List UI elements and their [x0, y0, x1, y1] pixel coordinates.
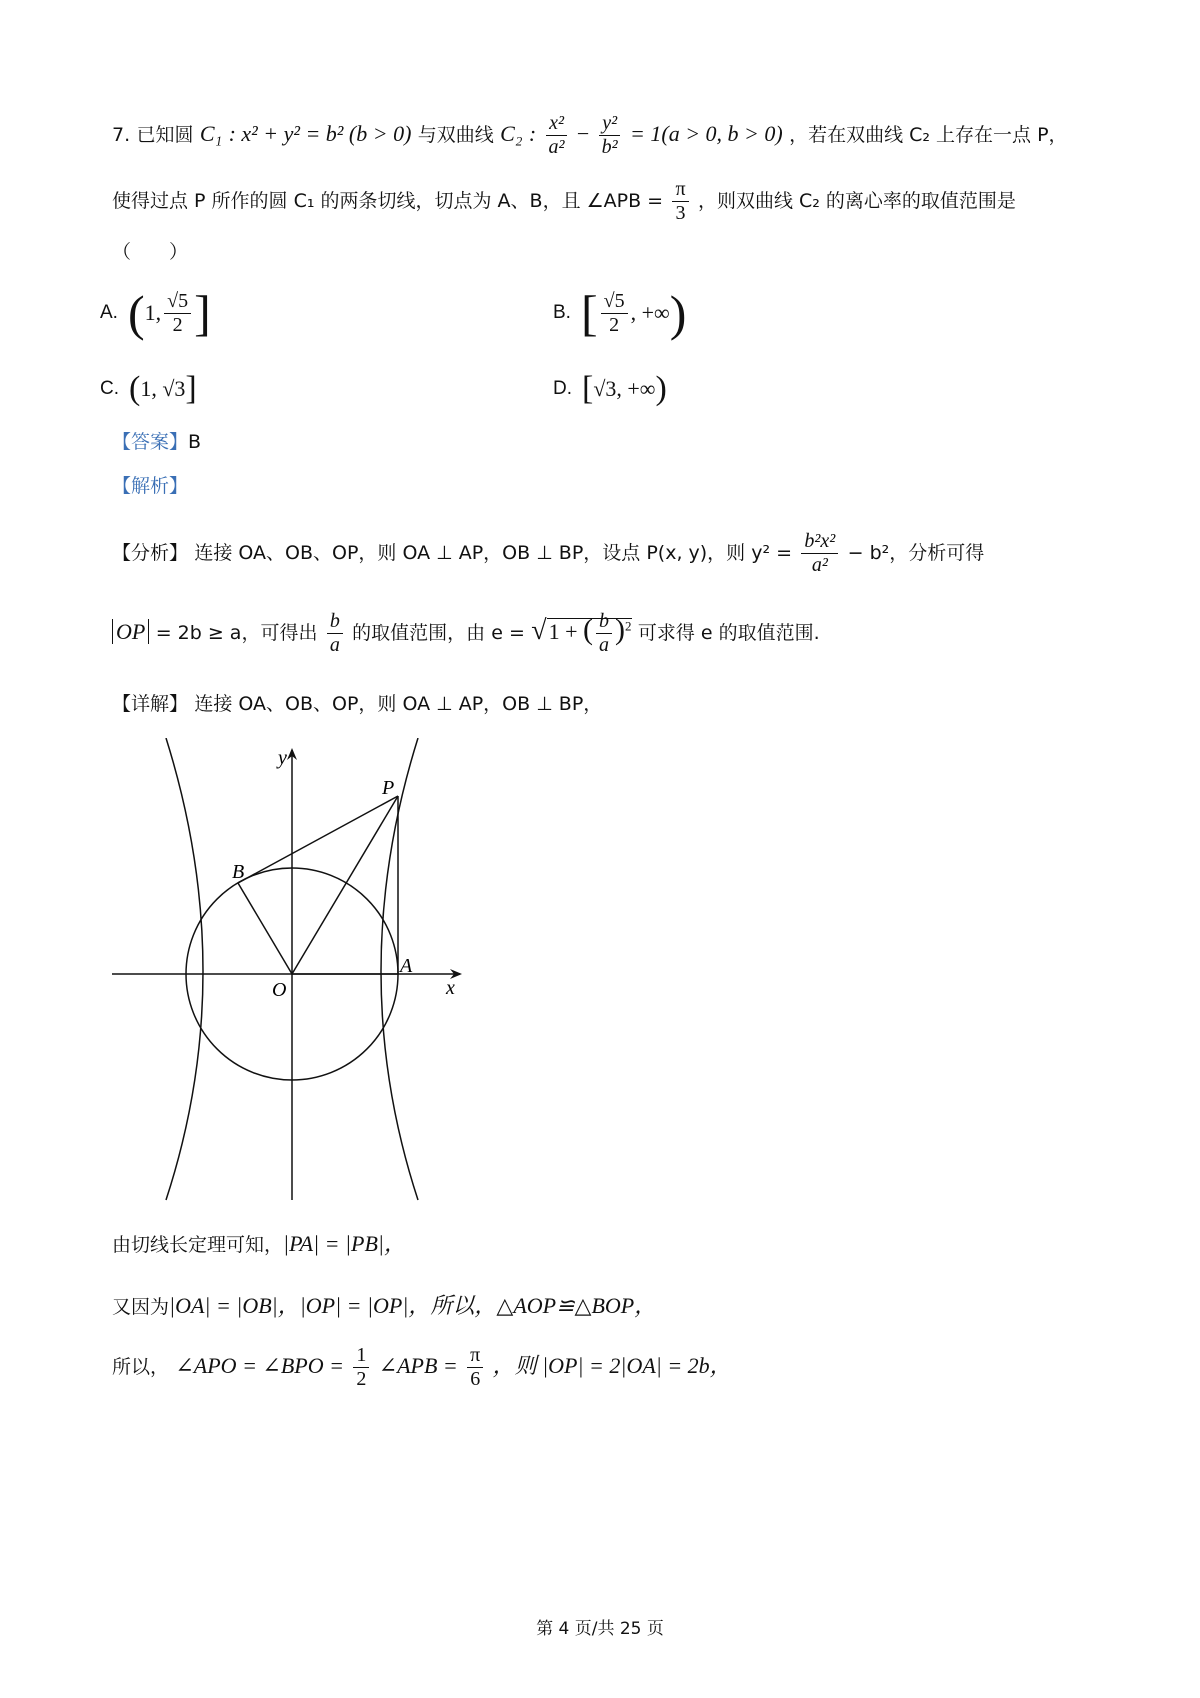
xiangjie-line-1: 【详解】 连接 OA、OB、OP，则 OA ⊥ AP，OB ⊥ BP，	[112, 693, 603, 715]
step-3: 所以， ∠APO = ∠BPO = $\frac{1}{2}$ ∠APB = $\frac{\pi}{6}$ ，则 |OP| = 2|OA| = 2b，	[112, 1344, 732, 1390]
hyperbola-name: C₂	[500, 121, 523, 146]
join-text: 与双曲线	[417, 124, 494, 146]
option-c[interactable]: C. ( 1, √3 ]	[100, 370, 197, 407]
option-d[interactable]: D. [ √3, +∞ )	[553, 370, 667, 407]
question-intro: 已知圆	[136, 124, 194, 146]
option-a[interactable]: A. ( 1, $\frac{√5}{2}$ ]	[100, 285, 211, 341]
option-b[interactable]: B. [ $\frac{√5}{2}$ , +∞ )	[553, 285, 687, 341]
answer-tag: 【答案】	[112, 431, 189, 453]
segment-pb	[238, 796, 398, 883]
geometry-figure	[112, 738, 472, 1208]
question-line-2	[112, 178, 1140, 225]
question-number: 7.	[112, 124, 131, 146]
label-x: x	[446, 977, 455, 999]
hyperbola-condition: = 1(a > 0, b > 0)	[630, 121, 783, 146]
analysis-tag: 【解析】	[112, 475, 189, 497]
frac-pi-3: $\frac{\pi}{3}$	[672, 178, 688, 225]
label-y: y	[278, 747, 287, 769]
label-o: O	[272, 979, 287, 1001]
fenxi-tag: 【分析】	[112, 542, 189, 564]
answer-blank: （ ）	[112, 241, 189, 263]
frac-x2-a2: $\frac{\text{x²}}{\text{a²}}$	[546, 112, 568, 159]
question-line2-tail: ，则双曲线 C₂ 的离心率的取值范围是	[697, 190, 1016, 212]
question-line-1: 7. 已知圆 C₁ : x² + y² = b² (b > 0) 与双曲线 C₂ : $\frac{\text{x²}}{\text{a²}}$ − $\frac{\text{y²}}{\text{b²}}$ = 1(a > 0, b > 0) ，若在双曲线 C₂ 上存在一点 P，	[112, 112, 1068, 158]
segment-ob	[238, 883, 292, 974]
fenxi-line-1: 【分析】 连接 OA、OB、OP，则 OA ⊥ AP，OB ⊥ BP，设点 P(x, y)，则 y² = $\frac{\text{b²x²}}{\text{a²}}$ − b²，分析可得	[112, 530, 985, 576]
circle-equation: : x² + y² = b² (b > 0)	[228, 121, 412, 146]
answer-line	[112, 430, 1140, 455]
step-1: 由切线长定理可知，|PA| = |PB|，	[112, 1231, 406, 1256]
step-2: 又因为|OA| = |OB|，|OP| = |OP|，所以，△AOP≌△BOP，	[112, 1293, 657, 1318]
frac-y2-b2: $\frac{\text{y²}}{\text{b²}}$	[599, 112, 621, 159]
question-line2: 使得过点 P 所作的圆 C₁ 的两条切线，切点为 A、B，且 ∠APB =	[112, 190, 664, 212]
circle-name: C₁	[199, 121, 223, 146]
label-b: B	[232, 861, 245, 883]
xiangjie-tag: 【详解】	[112, 693, 189, 715]
label-a: A	[400, 955, 413, 977]
label-p: P	[382, 777, 395, 799]
page-footer: 第 4 页/共 25 页	[536, 1619, 664, 1639]
answer-value: B	[188, 431, 202, 453]
question-line1-tail: ，若在双曲线 C₂ 上存在一点 P，	[789, 124, 1068, 146]
hyperbola-left-branch	[166, 738, 203, 1200]
fenxi-line-2: OP = 2b ≥ a，可得出 $\frac{b}{a}$ 的取值范围，由 e = √1 + ( $\frac{b}{a}$ )$^2$ 可求得 e 的取值范围.	[112, 610, 1140, 657]
